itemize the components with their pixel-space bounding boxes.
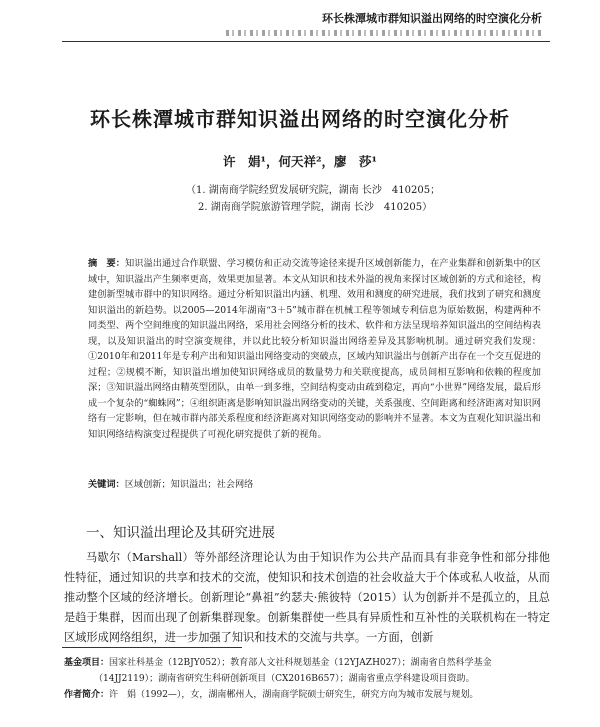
keywords-text: 区域创新；知识溢出；社会网络 (124, 479, 254, 490)
running-head: 环长株潭城市群知识溢出网络的时空演化分析 (322, 12, 542, 25)
running-head-scan-noise (226, 30, 542, 36)
paper-title: 环长株潭城市群知识溢出网络的时空演化分析 (90, 107, 510, 131)
author-list: 许 娟¹，何天祥²，廖 莎¹ (223, 154, 377, 169)
funding-label: 基金项目： (64, 658, 110, 668)
header-rule (62, 41, 550, 42)
section-heading: 一、知识溢出理论及其研究进展 (86, 525, 275, 541)
footnote-rule (62, 647, 242, 648)
author-bio (64, 687, 554, 703)
keywords (88, 478, 253, 492)
abstract-label: 摘 要： (88, 258, 125, 269)
body-paragraph-text: 马歇尔（Marshall）等外部经济理论认为由于知识作为公共产品而具有非竞争性和部分排他性特征，通过知识的共享和技术的交流，使知识和技术创造的社会收益大于个体或私人收益，从而推动整个区域的经济增长。创新理论“鼻祖”约瑟夫·熊彼特（2015）认为创新并不是孤立的，且总是趋于集群，因而出现了创新集群现象。创新集群使一些具有异质性和互补性的关联机构在一特定区域形成网络组织，进一步加强了知识和技术的交流与共享。一方面，创新 (64, 551, 550, 644)
body-paragraph (64, 548, 550, 648)
footnote (64, 655, 554, 703)
abstract (88, 256, 541, 442)
funding-text-2: （14JJ2119）；湖南省研究生科研创新项目（CX2016B657）；湖南省重点学科建设项目资助。 (94, 674, 475, 684)
affiliation-line-1: （1. 湖南商学院经贸发展研究院，湖南 长沙 410205； (186, 185, 441, 196)
funding-line-2 (64, 671, 554, 687)
author-bio-text: 许 娟（1992—），女，湖南郴州人，湖南商学院硕士研究生，研究方向为城市发展与规划。 (109, 690, 479, 700)
affiliation-line-2: 2. 湖南商学院旅游管理学院，湖南 长沙 410205） (198, 202, 433, 213)
funding-line-1 (64, 655, 554, 671)
author-bio-label: 作者简介： (64, 690, 110, 700)
funding-text-1: 国家社科基金（12BJY052）；教育部人文社科规划基金（12YJAZH027）；湖南省自然科学基金 (109, 658, 492, 668)
abstract-text: 知识溢出通过合作联盟、学习模仿和正动交流等途径来提升区域创新能力，在产业集群和创新集中的区域中，知识溢出产生频率更高，效果更加显著。本文从知识和技术外溢的视角来探讨区域创新的方式和途径，构建创新型城市群中的知识网络。通过分析知识溢出内涵、机理、效用和测度的研究进展，我们找到了研究和测度知识溢出的新趋势。以2005—2014年湖南“3＋5”城市群在机械工程等领域专利信息为原始数据，构建两种不同类型、两个空间维度的知识溢出网络，采用社会网络分析的技术、软件和方法呈现培养知识溢出的空间结构表现，以及知识溢出的时空演变规律，并以此比较分析知识溢出网络差异及其影响机制。通过研究我们发现：①2010年和2011年是专利产出和知识溢出网络变动的突破点，区域内知识溢出与创新产出存在一个交互促进的过程；②规模不断，知识溢出增加使知识网络成员的数量势力和关联度提高，成员间相互影响和依赖的程度加深；③知识溢出网络由精英型团队，由单一到多维，空间结构变动由疏到稳定，再向“小世界”网络发展，最后形成一个复杂的“蜘蛛网”；④组织距离是影响知识溢出网络变动的关键，关系强度、空间距离和经济距离对知识网络有一定影响，但在城市群内部关系程度和经济距离对知识网络变动的影响并不显著。本文为直观化知识溢出和知识网络结构演变过程提供了可视化研究提供了新的视角。 (88, 258, 541, 440)
keywords-label: 关键词： (88, 479, 125, 490)
